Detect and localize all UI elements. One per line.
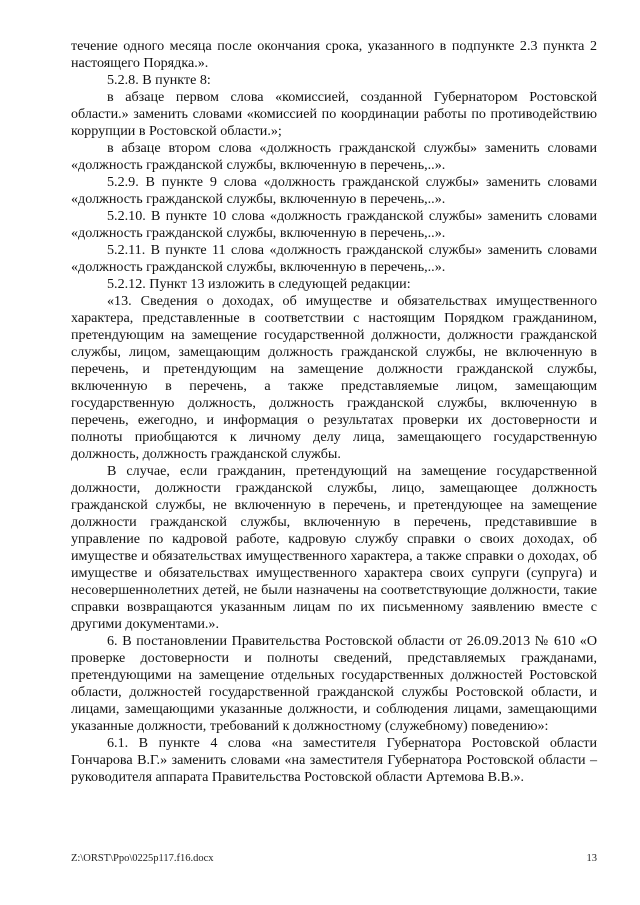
file-path: Z:\ORST\Ppo\0225p117.f16.docx bbox=[71, 853, 214, 864]
paragraph-second-abzac: в абзаце втором слова «должность гражданской службы» заменить словами «должность гражданской службы, включенную в перечень,..». bbox=[71, 140, 597, 173]
paragraph-6: 6. В постановлении Правительства Ростовской области от 26.09.2013 № 610 «О проверке достоверности и полноты сведений, представляемых гражданами, претендующими на замещение отдельных государственных должностей Ростовской области, должностей государственной гражданской службы Ростовской области, и лицами, замещающими указанные должности, и соблюдения лицами, замещающими указанные должности, требований к должностному (служебному) поведению»: bbox=[71, 633, 597, 734]
paragraph-5-2-12: 5.2.12. Пункт 13 изложить в следующей редакции: bbox=[107, 276, 411, 292]
document-page bbox=[71, 38, 597, 786]
paragraph-first-abzac: в абзаце первом слова «комиссией, созданной Губернатором Ростовской области.» заменить словами «комиссией по координации работы по противодействию коррупции в Ростовской области.»; bbox=[71, 89, 597, 139]
paragraph-continuation: течение одного месяца после окончания срока, указанного в подпункте 2.3 пункта 2 настоящего Порядка.». bbox=[71, 38, 597, 71]
paragraph-5-2-9: 5.2.9. В пункте 9 слова «должность гражданской службы» заменить словами «должность гражданской службы, включенную в перечень,..». bbox=[71, 174, 597, 207]
paragraph-case: В случае, если гражданин, претендующий на замещение государственной должности, должности гражданской службы, лицо, замещающее должность гражданской службы, не включенную в перечень, и претендующее на замещение должности гражданской службы, включенную в перечень, представившие в управление по кадровой работе, кадровую службу справки о своих доходах, об имуществе и обязательствах имущественного характера, а также справки о доходах, об имуществе и обязательствах имущественного характера своих супруги (супруга) и несовершеннолетних детей, не были назначены на соответствующие должности, такие справки возвращаются указанным лицам по их письменному заявлению вместе с другими документами.». bbox=[71, 463, 597, 632]
paragraph-item-13: «13. Сведения о доходах, об имуществе и обязательствах имущественного характера, представленные в соответствии с настоящим Порядком гражданином, претендующим на замещение государственной должности, должности гражданской службы, лицом, замещающим должность гражданской службы, не включенную в перечень, и претендующим на замещение должности гражданской службы, включенную в перечень, а также представляемые лицом, замещающим государственную должность, должность гражданской службы, включенную в перечень, ежегодно, и информация о результатах проверки их достоверности и полноты приобщаются к личному делу лица, замещающего государственную должность, должность гражданской службы. bbox=[71, 293, 597, 462]
paragraph-5-2-11: 5.2.11. В пункте 11 слова «должность гражданской службы» заменить словами «должность гражданской службы, включенную в перечень,..». bbox=[71, 242, 597, 275]
paragraph-6-1: 6.1. В пункте 4 слова «на заместителя Губернатора Ростовской области Гончарова В.Г.» заменить словами «на заместителя Губернатора Ростовской области – руководителя аппарата Правительства Ростовской области Артемова В.В.». bbox=[71, 735, 597, 785]
paragraph-5-2-8: 5.2.8. В пункте 8: bbox=[107, 72, 211, 88]
paragraph-5-2-10: 5.2.10. В пункте 10 слова «должность гражданской службы» заменить словами «должность гражданской службы, включенную в перечень,..». bbox=[71, 208, 597, 241]
page-number: 13 bbox=[586, 853, 597, 864]
